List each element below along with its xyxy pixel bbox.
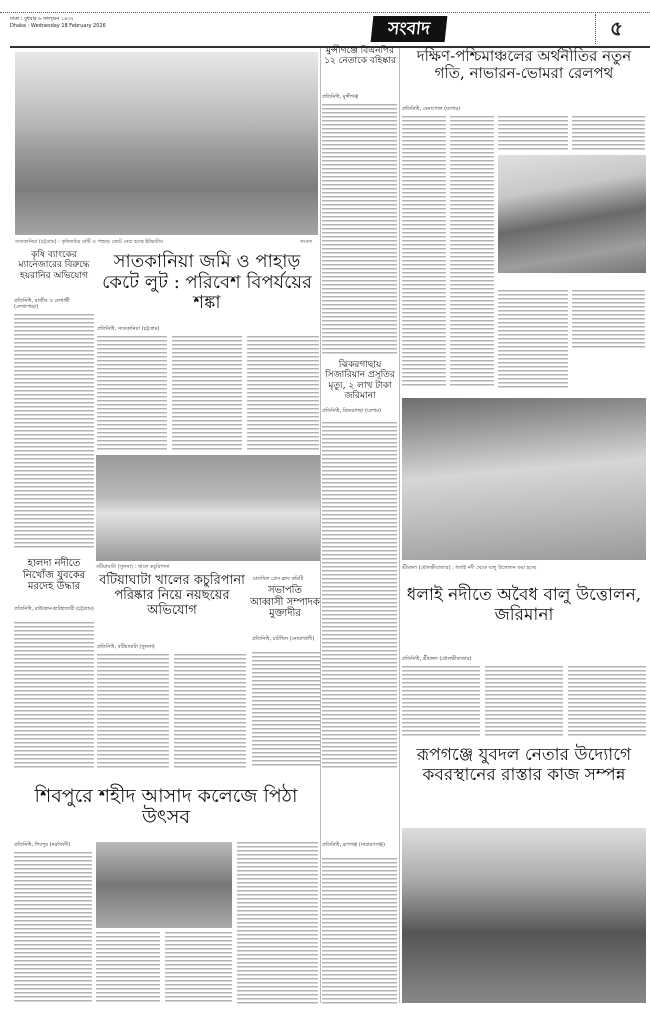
article-body (322, 858, 397, 1004)
article-body (174, 654, 246, 768)
headline-krishi: কৃষি ব্যাংকের ম্যানেজারের বিরুদ্ধে হয়রানির অভিযোগ (18, 250, 90, 281)
article-body (402, 116, 446, 388)
brickfield-photo (15, 52, 318, 235)
column-divider (320, 48, 321, 1003)
road-inauguration-photo (402, 828, 646, 1003)
article-body (252, 652, 320, 768)
article-body (237, 842, 318, 1004)
article-body (14, 852, 92, 1004)
canal-photo (96, 455, 320, 561)
article-body (97, 654, 169, 768)
pitha-festival-photo (96, 842, 232, 928)
dateline: প্রতিনিধি, মুন্সীগঞ্জ (322, 94, 359, 100)
column-divider (399, 48, 400, 1003)
date-bengali: ঢাকা : বুধবার ৬ ফাল্গুন ১৪৩২ (10, 16, 74, 22)
article-body (322, 422, 397, 768)
headline-jhikargachha: ঝিকরগাছায় সিজারিয়ান প্রসূতির মৃত্যু, ২ লাখ টাকা জরিমানা (325, 360, 395, 402)
page-number: ৫ (610, 16, 623, 40)
dateline: প্রতিনিধি, সাতকানিয়া (চট্টগ্রাম) (97, 326, 160, 332)
photo-caption: সাতকানিয়া (চট্টগ্রাম) : কৃষিজমির মাটি ও পাহাড় কেটে নেয়া হচ্ছে ইটভাটায় (15, 239, 163, 245)
train-photo (498, 155, 646, 273)
article-body (247, 336, 319, 450)
river-sand-photo (402, 398, 646, 560)
headline-rail: দক্ষিণ-পশ্চিমাঞ্চলের অর্থনীতির নতুন গতি, নাভারন-ভোমরা রেলপথ (416, 47, 632, 83)
article-body (172, 336, 242, 450)
dateline: প্রতিনিধি, রূপগঞ্জ (নারায়ণগঞ্জ) (322, 842, 385, 848)
photo-caption: বটিয়াঘাটা (খুলনা) : খালে কচুরিপানা (96, 564, 170, 570)
dateline: প্রতিনিধি, ঝিকরগাছা (যশোর) (322, 408, 381, 414)
article-body (568, 666, 646, 738)
headline-munshiganj: মুন্সীগঞ্জে বিএনপির ১২ নেতাকে বহিষ্কার (324, 46, 396, 67)
header-dotted-rule (0, 12, 650, 13)
article-body (485, 666, 563, 738)
headline-press-club: সভাপতি আব্বাসী সম্পাদক মুক্তাদীর (250, 585, 320, 619)
header-date (10, 16, 106, 30)
headline-dhalai: ধলাই নদীতে অবৈধ বালু উত্তোলন, জরিমানা (406, 585, 642, 625)
dateline: প্রতিনিধি, রাজীব ও লেখার্থী (লেখাপাড়া) (14, 298, 70, 310)
divider (595, 14, 596, 44)
article-body (14, 314, 94, 550)
article-body (14, 622, 94, 768)
photo-caption: শ্রীমঙ্গল (মৌলভীবাজার) : ধলাই নদী থেকে বালু উত্তোলন করা হচ্ছে (402, 565, 536, 571)
dateline: প্রতিনিধি, শ্রীমঙ্গল (মৌলভীবাজার) (402, 656, 472, 662)
article-body (450, 116, 494, 388)
headline-batiaghata: বটিয়াঘাটা খালের কচুরিপানা পরিষ্কার নিয়ে নয়ছয়ের অভিযোগ (99, 573, 245, 618)
headline-shibpur: শিবপুরে শহীদ আসাদ কলেজে পিঠা উৎসব (34, 785, 298, 828)
kicker: চাতখিল প্রেস ক্লাব কমিটি (253, 576, 304, 582)
dateline: প্রতিনিধি, বেনাপোল (যশোর) (402, 106, 461, 112)
headline-halda: হালদা নদীতে নিখোঁজ যুবকের মরদেহ উদ্ধার (22, 558, 86, 592)
dateline: প্রতিনিধি, চাটখিল (নোয়াখালী) (252, 636, 315, 642)
headline-rupganj: রূপগঞ্জে যুবদল নেতার উদ্যোগে কবরস্থানের রাস্তার কাজ সম্পন্ন (416, 745, 632, 785)
headline-satkania: সাতকানিয়া জমি ও পাহাড় কেটে লুট : পরিবেশ বিপর্যয়ের শঙ্কা (102, 251, 312, 314)
article-body (498, 116, 568, 150)
dateline: প্রতিনিধি, শিবপুর (নরসিংদী) (14, 842, 71, 848)
article-body (97, 336, 167, 450)
dateline: প্রতিনিধি, বটিয়াঘাটা (খুলনা) (97, 644, 155, 650)
newspaper-logo: সংবাদ (371, 16, 448, 42)
article-body (402, 666, 480, 738)
dateline: প্রতিনিধি, রাউজান-হাটহাজারী (চট্টগ্রাম) (14, 606, 94, 612)
article-body (572, 116, 645, 150)
photo-credit: সংবাদ (300, 239, 313, 245)
article-body (96, 932, 160, 1004)
article-body (165, 932, 232, 1004)
date-english: Dhaka : Wednesday 18 February 2026 (10, 23, 106, 29)
article-body (322, 104, 397, 354)
article-body (572, 290, 645, 350)
article-body (498, 290, 568, 388)
